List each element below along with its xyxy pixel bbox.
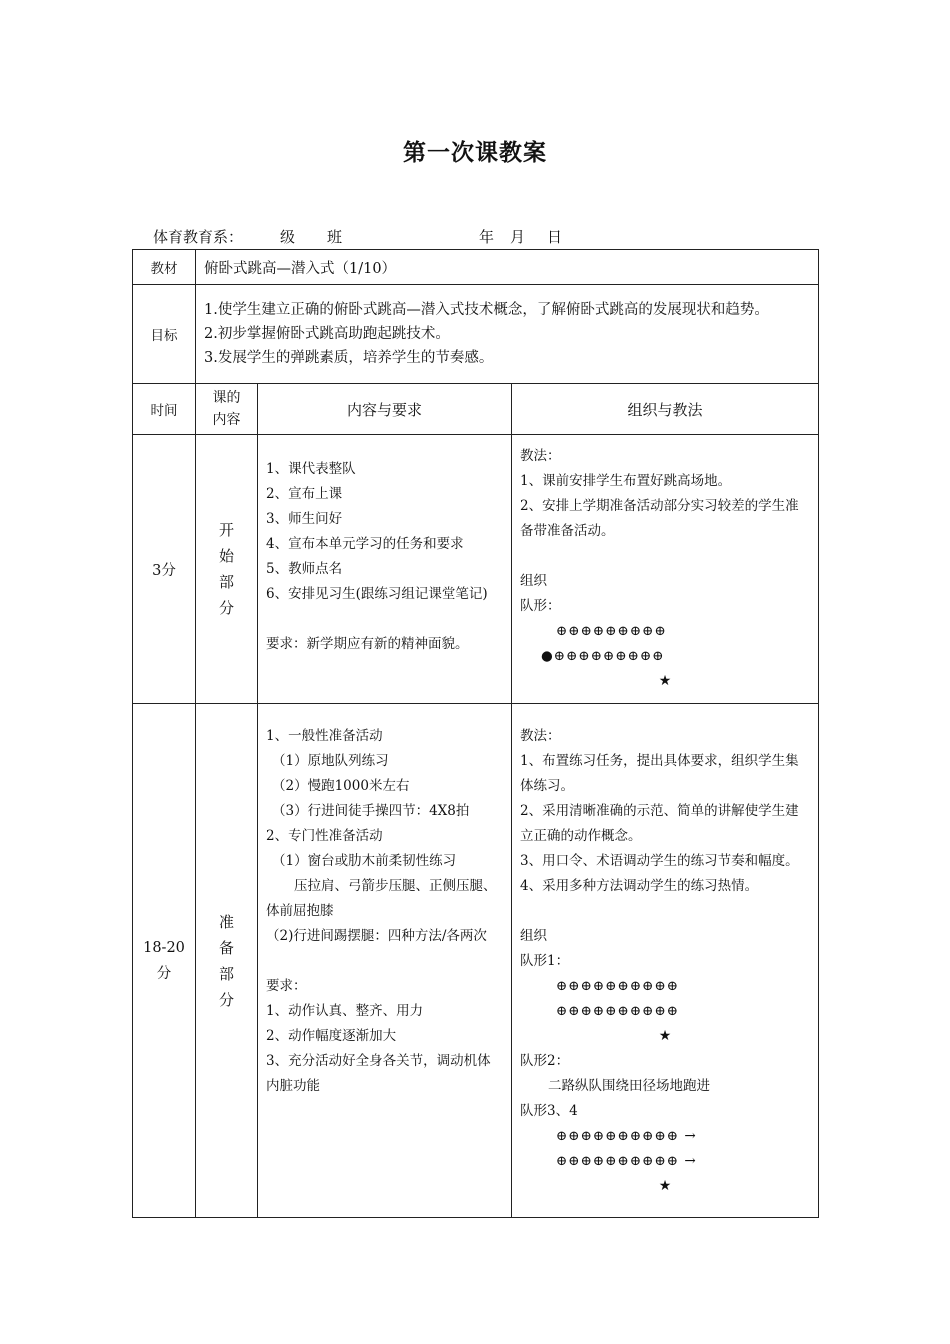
month-label: 月 (510, 228, 526, 246)
header-lesson-part-line: 内容 (212, 412, 241, 428)
section-part-char: 分 (218, 599, 234, 617)
formation-row: ⊕⊕⊕⊕⊕⊕⊕⊕⊕ (556, 623, 667, 639)
content-subitem: （2）慢跑1000米左右 (272, 778, 410, 794)
section-organization (512, 435, 819, 704)
section-time: 3分 (133, 435, 196, 704)
teacher-star-icon: ★ (658, 1028, 672, 1044)
formation-row: ⊕⊕⊕⊕⊕⊕⊕⊕⊕⊕ → (556, 1153, 697, 1169)
section-part (196, 435, 258, 704)
objective-item: 3.发展学生的弹跳素质，培养学生的节奏感。 (204, 350, 494, 366)
content-detail: 体前屈抱膝 (266, 903, 334, 919)
method-item: 1、布置练习任务，提出具体要求，组织学生集体练习。 (520, 753, 799, 794)
content-subitem: （1）原地队列练习 (272, 753, 389, 769)
method-item: 2、安排上学期准备活动部分实习较差的学生准备带准备活动。 (520, 498, 799, 539)
section-part (196, 704, 258, 1218)
method-title: 教法： (520, 448, 561, 464)
method-title: 教法： (520, 728, 561, 744)
section-time (133, 704, 196, 1218)
section-content (258, 704, 512, 1218)
content-item: 2、宣布上课 (266, 485, 343, 502)
material-label: 教材 (133, 250, 196, 285)
section-part-char: 部 (218, 964, 234, 983)
header-content: 内容与要求 (258, 384, 512, 435)
year-label: 年 (479, 228, 495, 246)
material-value: 俯卧式跳高—潜入式（1/10） (196, 250, 819, 285)
grade-label: 级 (280, 228, 296, 246)
section-opening-row (133, 435, 819, 704)
method-item: 1、课前安排学生布置好跳高场地。 (520, 473, 732, 489)
formation-row: ●⊕⊕⊕⊕⊕⊕⊕⊕⊕ (541, 648, 665, 664)
content-item: 4、宣布本单元学习的任务和要求 (266, 535, 464, 552)
header-time: 时间 (133, 384, 196, 435)
requirement-item: 3、充分活动好全身各关节，调动机体 (266, 1053, 491, 1069)
objective-cell (196, 285, 819, 384)
section-part-char: 始 (218, 547, 234, 565)
section-time-line: 18-20 (143, 939, 185, 956)
requirement-text: 要求：新学期应有新的精神面貌。 (266, 635, 469, 652)
objective-row (133, 285, 819, 384)
teacher-star-icon: ★ (658, 673, 672, 689)
content-item: 1、一般性准备活动 (266, 728, 383, 744)
org-title: 组织 (520, 928, 547, 944)
formation-label: 队形1： (520, 953, 570, 969)
section-part-char: 部 (218, 573, 234, 591)
formation-row: ⊕⊕⊕⊕⊕⊕⊕⊕⊕⊕ (556, 978, 680, 994)
content-item: 1、课代表整队 (266, 460, 356, 477)
section-content (258, 435, 512, 704)
class-label: 班 (327, 228, 343, 246)
formation-row: ⊕⊕⊕⊕⊕⊕⊕⊕⊕⊕ → (556, 1128, 697, 1144)
dept-label: 体育教育系： (153, 228, 244, 246)
content-subitem: （1）窗台或肋木前柔韧性练习 (272, 853, 457, 869)
requirement-item: 1、动作认真、整齐、用力 (266, 1003, 424, 1019)
objective-item: 2.初步掌握俯卧式跳高助跑起跳技术。 (204, 326, 450, 342)
formation-text: 二路纵队围绕田径场地跑进 (548, 1078, 710, 1094)
material-row (133, 250, 819, 285)
section-part-char: 分 (218, 990, 234, 1009)
objective-item: 1.使学生建立正确的俯卧式跳高—潜入式技术概念，了解俯卧式跳高的发展现状和趋势。 (204, 302, 769, 318)
org-title: 组织 (520, 573, 547, 589)
section-time-line: 分 (156, 965, 172, 982)
content-detail: 压拉肩、弓箭步压腿、正侧压腿、 (294, 878, 497, 894)
method-item: 4、采用多种方法调动学生的练习热情。 (520, 878, 759, 894)
formation-label: 队形2： (520, 1053, 570, 1069)
teacher-star-icon: ★ (658, 1178, 672, 1194)
formation-label: 队形： (520, 598, 561, 614)
method-item: 3、用口令、术语调动学生的练习节奏和幅度。 (520, 853, 799, 869)
section-organization (512, 704, 819, 1218)
content-subitem: （3）行进间徒手操四节：4X8拍 (272, 803, 470, 819)
content-item: 5、教师点名 (266, 560, 343, 577)
content-item: 2、专门性准备活动 (266, 828, 383, 844)
header-lesson-part-line: 课的 (212, 390, 241, 406)
method-item: 2、采用清晰准确的示范、简单的讲解使学生建立正确的动作概念。 (520, 803, 799, 844)
header-line (153, 226, 853, 248)
section-part-char: 准 (218, 912, 234, 931)
requirement-item: 内脏功能 (266, 1078, 320, 1094)
content-subitem: （2)行进间踢摆腿：四种方法/各两次 (266, 928, 487, 944)
objective-label: 目标 (133, 285, 196, 384)
page-title: 第一次课教案 (403, 140, 547, 166)
section-warmup-row (133, 704, 819, 1218)
column-header-row (133, 384, 819, 435)
requirement-item: 2、动作幅度逐渐加大 (266, 1028, 397, 1044)
section-part-char: 开 (218, 521, 234, 539)
header-organization: 组织与教法 (512, 384, 819, 435)
requirement-title: 要求： (266, 978, 307, 994)
formation-label: 队形3、4 (520, 1103, 578, 1119)
day-label: 日 (547, 228, 563, 246)
header-lesson-part (196, 384, 258, 435)
section-part-char: 备 (218, 938, 234, 957)
content-item: 6、安排见习生(跟练习组记课堂笔记) (266, 585, 488, 602)
lesson-plan-table (132, 249, 819, 1218)
formation-row: ⊕⊕⊕⊕⊕⊕⊕⊕⊕⊕ (556, 1003, 680, 1019)
content-item: 3、师生问好 (266, 510, 343, 527)
